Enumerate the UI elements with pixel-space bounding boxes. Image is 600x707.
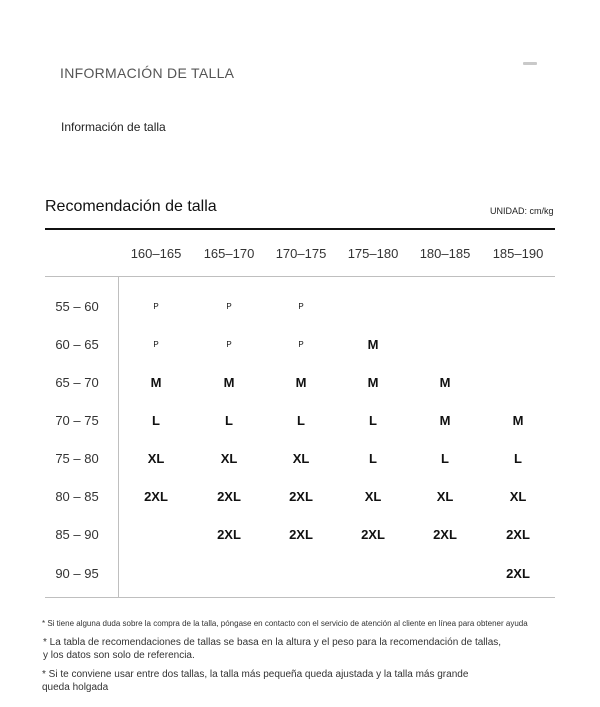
size-cell: 2XL: [433, 527, 457, 542]
size-cell: M: [439, 413, 451, 428]
row-header: 90 – 95: [55, 566, 99, 581]
column-header: 180–185: [419, 246, 471, 261]
size-cell: 2XL: [506, 566, 530, 581]
note-reference: * La tabla de recomendaciones de tallas se basa en la altura y el peso para la recomendación de tallas, y los datos son solo de referencia.: [43, 637, 502, 661]
size-cell: 2XL: [361, 527, 385, 542]
row-header: 75 – 80: [55, 451, 99, 466]
size-cell: L: [369, 413, 377, 428]
size-cell: P: [153, 302, 159, 311]
size-cell: L: [152, 413, 160, 428]
column-header: 160–165: [130, 246, 182, 261]
size-cell: M: [223, 375, 235, 390]
size-cell: P: [226, 302, 232, 311]
size-cell: M: [367, 337, 379, 352]
size-cell: XL: [436, 489, 454, 504]
row-header: 65 – 70: [55, 375, 99, 390]
top-rule: [45, 228, 555, 230]
unit-label: UNIDAD: cm/kg: [490, 206, 554, 216]
column-header: 170–175: [275, 246, 327, 261]
row-header: 80 – 85: [55, 489, 99, 504]
size-cell: L: [441, 451, 449, 466]
column-header: 175–180: [347, 246, 399, 261]
table-title: Recomendación de talla: [45, 198, 217, 215]
size-cell: M: [367, 375, 379, 390]
size-cell: M: [295, 375, 307, 390]
section-subtitle: Información de talla: [61, 120, 166, 134]
size-cell: M: [512, 413, 524, 428]
size-cell: P: [153, 340, 159, 349]
size-cell: L: [225, 413, 233, 428]
size-cell: XL: [220, 451, 238, 466]
size-cell: P: [298, 340, 304, 349]
size-cell: 2XL: [289, 527, 313, 542]
header-rule: [45, 276, 555, 277]
size-cell: XL: [147, 451, 165, 466]
size-cell: 2XL: [217, 489, 241, 504]
size-cell: L: [514, 451, 522, 466]
bottom-rule: [45, 597, 555, 598]
page-title: INFORMACIÓN DE TALLA: [60, 65, 235, 81]
column-header: 165–170: [203, 246, 255, 261]
size-cell: M: [150, 375, 162, 390]
size-cell: XL: [509, 489, 527, 504]
note-contact: * Si tiene alguna duda sobre la compra de la talla, póngase en contacto con el servicio de atención al cliente en línea para obtener ayuda: [42, 619, 528, 628]
size-cell: M: [439, 375, 451, 390]
row-header-divider: [118, 277, 119, 597]
row-header: 60 – 65: [55, 337, 99, 352]
size-cell: P: [298, 302, 304, 311]
row-header: 70 – 75: [55, 413, 99, 428]
size-cell: XL: [292, 451, 310, 466]
size-cell: 2XL: [144, 489, 168, 504]
size-cell: L: [369, 451, 377, 466]
size-cell: 2XL: [217, 527, 241, 542]
row-header: 85 – 90: [55, 527, 99, 542]
size-cell: L: [297, 413, 305, 428]
row-header: 55 – 60: [55, 299, 99, 314]
column-header: 185–190: [492, 246, 544, 261]
note-between-sizes: * Si te conviene usar entre dos tallas, la talla más pequeña queda ajustada y la talla más grande queda holgada: [42, 669, 469, 693]
size-cell: P: [226, 340, 232, 349]
size-cell: XL: [364, 489, 382, 504]
size-cell: 2XL: [506, 527, 530, 542]
size-cell: 2XL: [289, 489, 313, 504]
minimize-icon[interactable]: [523, 62, 537, 65]
